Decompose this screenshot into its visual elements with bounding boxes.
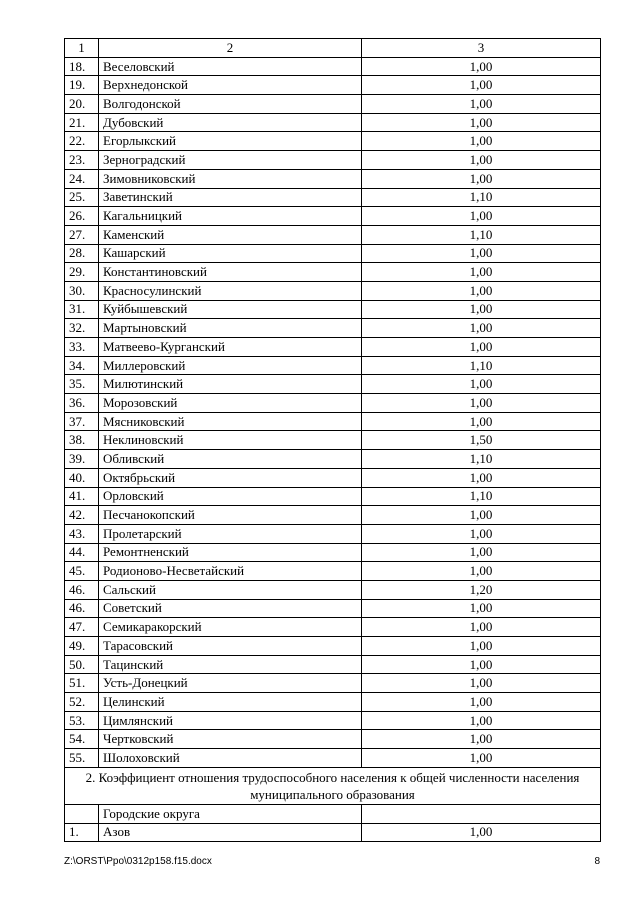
coefficient-value: 1,00 (362, 244, 601, 263)
coefficient-value: 1,00 (362, 693, 601, 712)
coefficient-table (64, 38, 601, 842)
row-number: 54. (65, 730, 99, 749)
empty-cell (362, 804, 601, 823)
district-name: Цимлянский (99, 711, 362, 730)
table-row (65, 394, 601, 413)
table-row (65, 375, 601, 394)
coefficient-value: 1,00 (362, 169, 601, 188)
district-name: Мясниковский (99, 412, 362, 431)
district-name: Родионово-Несветайский (99, 562, 362, 581)
row-number: 37. (65, 412, 99, 431)
coefficient-value: 1,00 (362, 113, 601, 132)
table-row (65, 319, 601, 338)
coefficient-value: 1,00 (362, 263, 601, 282)
table-row (65, 281, 601, 300)
row-number: 36. (65, 394, 99, 413)
row-number: 25. (65, 188, 99, 207)
district-name: Волгодонской (99, 95, 362, 114)
coefficient-value: 1,00 (362, 207, 601, 226)
district-name: Тацинский (99, 655, 362, 674)
row-number: 43. (65, 524, 99, 543)
coefficient-value: 1,10 (362, 487, 601, 506)
coefficient-value: 1,00 (362, 281, 601, 300)
table-body (65, 39, 601, 842)
district-name: Милютинский (99, 375, 362, 394)
table-row (65, 188, 601, 207)
table-row (65, 711, 601, 730)
table-row (65, 225, 601, 244)
coefficient-value: 1,00 (362, 730, 601, 749)
table-row (65, 113, 601, 132)
row-number: 38. (65, 431, 99, 450)
row-number: 29. (65, 263, 99, 282)
row-number: 20. (65, 95, 99, 114)
table-row (65, 674, 601, 693)
row-number: 47. (65, 618, 99, 637)
table-row (65, 637, 601, 656)
district-name: Советский (99, 599, 362, 618)
coefficient-value: 1,10 (362, 356, 601, 375)
district-name: Куйбышевский (99, 300, 362, 319)
row-number: 21. (65, 113, 99, 132)
table-row (65, 356, 601, 375)
district-name: Красносулинский (99, 281, 362, 300)
table-row (65, 76, 601, 95)
row-number: 42. (65, 506, 99, 525)
district-name: Октябрьский (99, 468, 362, 487)
row-number: 44. (65, 543, 99, 562)
district-name: Азов (99, 823, 362, 842)
coefficient-value: 1,00 (362, 468, 601, 487)
row-number: 45. (65, 562, 99, 581)
district-name: Усть-Донецкий (99, 674, 362, 693)
coefficient-value: 1,00 (362, 57, 601, 76)
row-number: 27. (65, 225, 99, 244)
coefficient-value: 1,00 (362, 151, 601, 170)
table-row (65, 730, 601, 749)
table-row (65, 655, 601, 674)
table-row (65, 823, 601, 842)
coefficient-value: 1,00 (362, 543, 601, 562)
table-row (65, 169, 601, 188)
table-row (65, 468, 601, 487)
row-number: 51. (65, 674, 99, 693)
district-name: Кашарский (99, 244, 362, 263)
table-row (65, 506, 601, 525)
table-row (65, 57, 601, 76)
row-number: 18. (65, 57, 99, 76)
table-row (65, 244, 601, 263)
row-number: 40. (65, 468, 99, 487)
coefficient-value: 1,20 (362, 580, 601, 599)
table-row (65, 300, 601, 319)
empty-cell (65, 804, 99, 823)
district-name: Веселовский (99, 57, 362, 76)
table-row (65, 543, 601, 562)
district-name: Заветинский (99, 188, 362, 207)
district-name: Мартыновский (99, 319, 362, 338)
header-col-1: 1 (65, 39, 99, 58)
coefficient-value: 1,10 (362, 188, 601, 207)
coefficient-value: 1,50 (362, 431, 601, 450)
coefficient-value: 1,00 (362, 394, 601, 413)
coefficient-value: 1,00 (362, 674, 601, 693)
coefficient-value: 1,00 (362, 562, 601, 581)
row-number: 30. (65, 281, 99, 300)
coefficient-value: 1,00 (362, 132, 601, 151)
row-number: 39. (65, 450, 99, 469)
row-number: 41. (65, 487, 99, 506)
table-row (65, 132, 601, 151)
row-number: 24. (65, 169, 99, 188)
coefficient-value: 1,00 (362, 375, 601, 394)
district-name: Сальский (99, 580, 362, 599)
coefficient-value: 1,10 (362, 225, 601, 244)
district-name: Матвеево-Курганский (99, 338, 362, 357)
table-row (65, 207, 601, 226)
section-title: 2. Коэффициент отношения трудоспособного населения к общей численности населения муниципального образования (65, 767, 601, 804)
table-row (65, 412, 601, 431)
row-number: 50. (65, 655, 99, 674)
district-name: Миллеровский (99, 356, 362, 375)
footer-file-path: Z:\ORST\Ppo\0312p158.f15.docx (64, 856, 212, 867)
coefficient-value: 1,00 (362, 618, 601, 637)
row-number: 1. (65, 823, 99, 842)
row-number: 23. (65, 151, 99, 170)
coefficient-value: 1,00 (362, 655, 601, 674)
table-row (65, 338, 601, 357)
coefficient-value: 1,00 (362, 95, 601, 114)
table-row (65, 263, 601, 282)
district-name: Зимовниковский (99, 169, 362, 188)
row-number: 55. (65, 749, 99, 768)
row-number: 34. (65, 356, 99, 375)
district-name: Зерноградский (99, 151, 362, 170)
coefficient-value: 1,00 (362, 823, 601, 842)
coefficient-value: 1,10 (362, 450, 601, 469)
row-number: 52. (65, 693, 99, 712)
header-col-2: 2 (99, 39, 362, 58)
row-number: 19. (65, 76, 99, 95)
table-header-row (65, 39, 601, 58)
district-name: Каменский (99, 225, 362, 244)
subheading-row (65, 804, 601, 823)
coefficient-value: 1,00 (362, 338, 601, 357)
district-name: Кагальницкий (99, 207, 362, 226)
row-number: 46. (65, 599, 99, 618)
row-number: 26. (65, 207, 99, 226)
row-number: 53. (65, 711, 99, 730)
row-number: 32. (65, 319, 99, 338)
coefficient-value: 1,00 (362, 319, 601, 338)
table-row (65, 450, 601, 469)
row-number: 22. (65, 132, 99, 151)
table-row (65, 693, 601, 712)
row-number: 46. (65, 580, 99, 599)
coefficient-value: 1,00 (362, 637, 601, 656)
table-row (65, 599, 601, 618)
coefficient-value: 1,00 (362, 76, 601, 95)
footer-page-number: 8 (594, 856, 600, 867)
district-name: Обливский (99, 450, 362, 469)
row-number: 49. (65, 637, 99, 656)
district-name: Дубовский (99, 113, 362, 132)
header-col-3: 3 (362, 39, 601, 58)
district-name: Шолоховский (99, 749, 362, 768)
district-name: Морозовский (99, 394, 362, 413)
table-row (65, 487, 601, 506)
district-name: Константиновский (99, 263, 362, 282)
coefficient-value: 1,00 (362, 300, 601, 319)
district-name: Пролетарский (99, 524, 362, 543)
district-name: Тарасовский (99, 637, 362, 656)
row-number: 28. (65, 244, 99, 263)
table-row (65, 431, 601, 450)
table-row (65, 151, 601, 170)
district-name: Егорлыкский (99, 132, 362, 151)
district-name: Верхнедонской (99, 76, 362, 95)
coefficient-value: 1,00 (362, 599, 601, 618)
table-row (65, 749, 601, 768)
table-row (65, 580, 601, 599)
district-name: Семикаракорский (99, 618, 362, 637)
district-name: Орловский (99, 487, 362, 506)
subheading-label: Городские округа (99, 804, 362, 823)
district-name: Песчанокопский (99, 506, 362, 525)
section-title-row (65, 767, 601, 804)
row-number: 35. (65, 375, 99, 394)
table-row (65, 95, 601, 114)
table-row (65, 562, 601, 581)
table-row (65, 618, 601, 637)
row-number: 31. (65, 300, 99, 319)
coefficient-value: 1,00 (362, 412, 601, 431)
table-row (65, 524, 601, 543)
coefficient-value: 1,00 (362, 524, 601, 543)
district-name: Целинский (99, 693, 362, 712)
district-name: Ремонтненский (99, 543, 362, 562)
district-name: Чертковский (99, 730, 362, 749)
coefficient-value: 1,00 (362, 749, 601, 768)
coefficient-value: 1,00 (362, 506, 601, 525)
district-name: Неклиновский (99, 431, 362, 450)
row-number: 33. (65, 338, 99, 357)
coefficient-value: 1,00 (362, 711, 601, 730)
